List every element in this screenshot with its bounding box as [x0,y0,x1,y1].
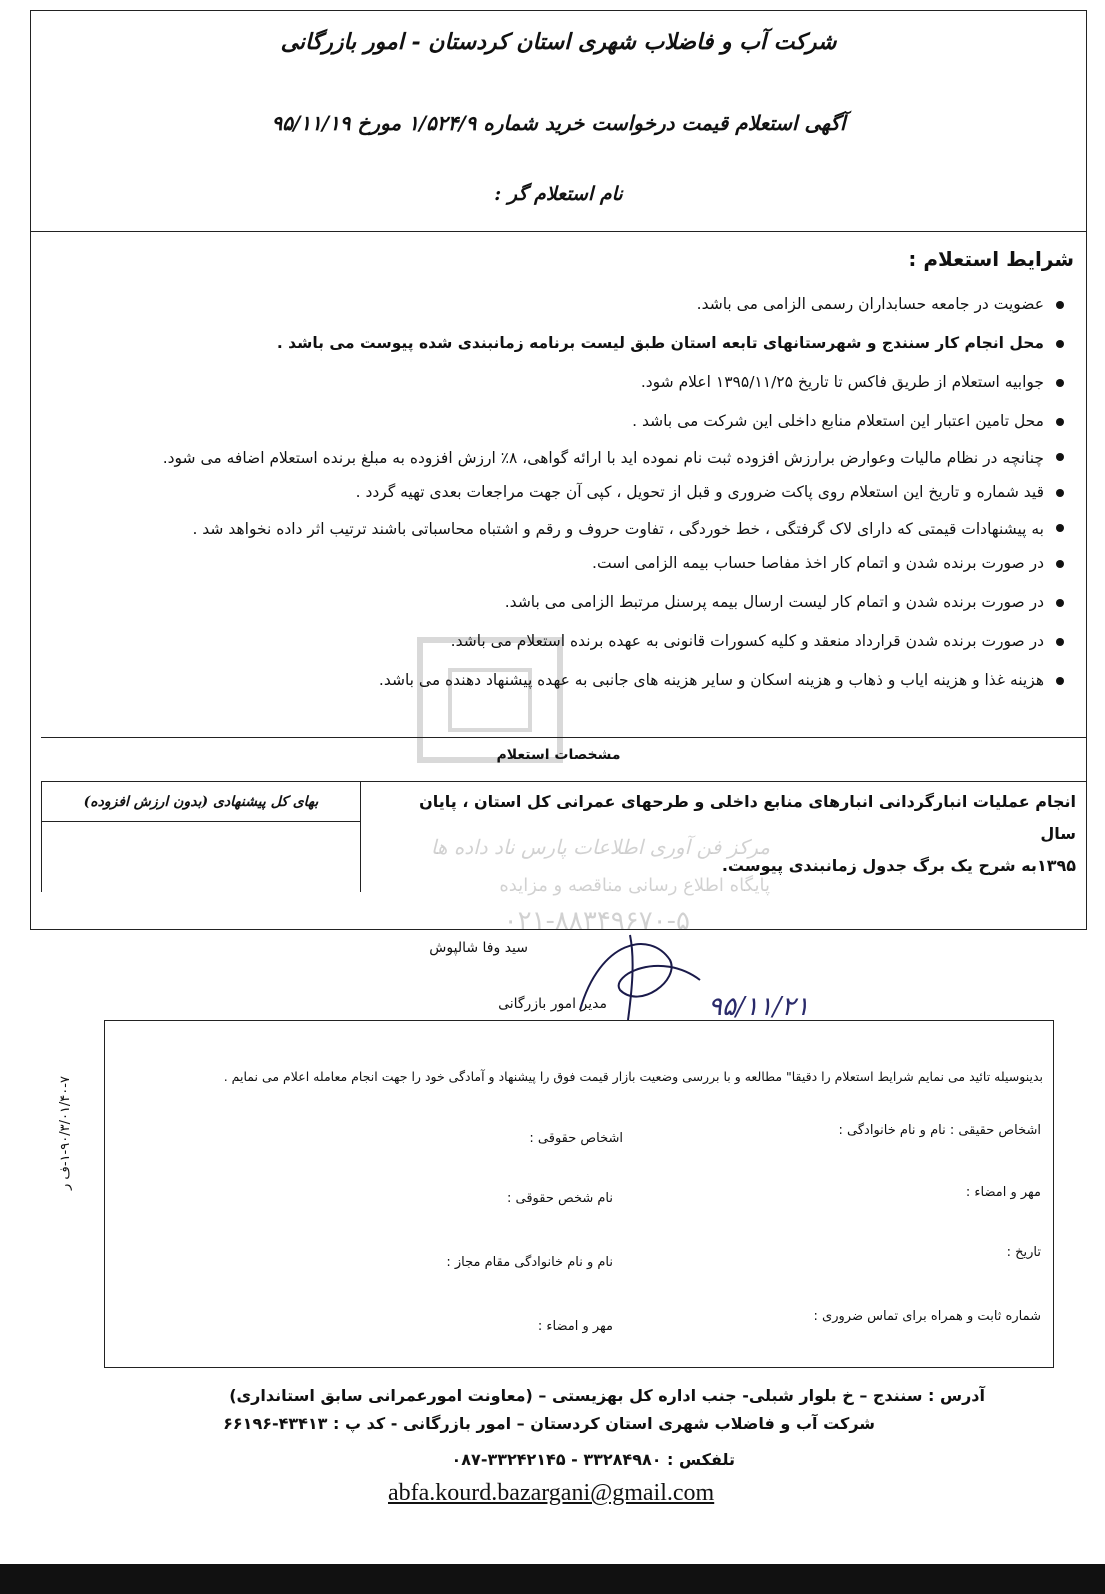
side-code: ۱-۹۰/۳/۰۱/۴۰-۷-ف ر [58,1076,73,1190]
signature-icon [560,920,720,1030]
footer-address: آدرس : سنندج – خ بلوار شبلی- جنب اداره کل بهزیستی – (معاونت امورعمرانی سابق استانداری) [229,1386,985,1405]
specs-title: مشخصات استعلام [496,747,621,763]
condition-item: محل انجام کار سنندج و شهرستانهای تابعه استان طبق لیست برنامه زمانبندی شده پیوست می باشد . [38,324,1068,363]
specs-description [386,782,1086,875]
specs-table [41,781,1086,932]
signature-date: ۹۵/۱۱/۲۱ [708,992,810,1022]
seal-sign-label-2: مهر و امضاء : [537,1319,613,1334]
condition-item: قید شماره و تاریخ این استعلام روی پاکت ضروری و قبل از تحویل ، کپی آن جهت مراجعات بعدی تهیه گردد . [38,473,1068,512]
condition-item: به پیشنهادات قیمتی که دارای لاک گرفتگی ، خط خوردگی ، تفاوت حروف و رقم و اشتباه محاسباتی باشند ترتیب اثر داده نخواهد شد . [38,512,1068,544]
price-header: بهای کل پیشنهادی (بدون ارزش افزوده) [41,782,361,822]
condition-item: عضویت در جامعه حسابداران رسمی الزامی می باشد. [38,285,1068,324]
watermark-line1: مرکز فن آوری اطلاعات پارس ناد داده ها [430,835,770,859]
footer-fax: تلفکس : ۳۳۲۸۴۹۸۰ - ۳۳۲۴۲۱۴۵-۰۸۷ [451,1450,735,1469]
signer-role: مدیر امور بازرگانی [498,996,607,1012]
condition-item: در صورت برنده شدن و اتمام کار اخذ مفاصا حساب بیمه الزامی است. [38,544,1068,583]
specs-description-line1: انجام عملیات انبارگردانی انبارهای منابع داخلی و طرحهای عمرانی کل استان ، پایان سال [419,792,1076,843]
footer-company: شرکت آب و فاضلاب شهری استان کردستان – امور بازرگانی - کد پ : ۴۳۴۱۳-۶۶۱۹۶ [223,1414,875,1433]
legal-name-label: نام شخص حقوقی : [507,1191,613,1206]
inquiry-frame [30,10,1087,930]
footer-email-link[interactable]: abfa.kourd.bazargani@gmail.com [388,1480,715,1506]
legal-person-label: اشخاص حقوقی : [529,1131,623,1146]
condition-item: محل تامین اعتبار این استعلام منابع داخلی این شرکت می باشد . [38,402,1068,441]
signer-name: سید وفا شالپوش [429,940,528,956]
header-divider [31,231,1086,232]
confirmation-statement: بدینوسیله تائید می نمایم شرایط استعلام را دقیقا" مطالعه و با بررسی وضعیت بازار قیمت فوق را پیشنهاد و آمادگی خود را جهت انجام معامله اعلام می نمایم . [223,1069,1043,1084]
seal-sign-label: مهر و امضاء : [965,1185,1041,1200]
inquiry-title: آگهی استعلام قیمت درخواست خرید شماره ۱/۵۲۴/۹ مورخ ۹۵/۱۱/۱۹ [271,111,846,135]
condition-item: در صورت برنده شدن قرارداد منعقد و کلیه کسورات قانونی به عهده برنده استعلام می باشد. [38,622,1068,661]
bottom-bar [0,1564,1105,1594]
date-label: تاریخ : [1006,1245,1041,1260]
condition-item: هزینه غذا و هزینه ایاب و ذهاب و هزینه اسکان و سایر هزینه های جانبی به عهده پیشنهاد دهنده می باشد. [38,661,1068,700]
natural-person-label: اشخاص حقیقی : نام و نام خانوادگی : [838,1123,1041,1138]
watermark-line2: پایگاه اطلاع رسانی مناقصه و مزایده [499,875,770,896]
company-title: شرکت آب و فاضلاب شهری استان کردستان - امور بازرگانی [280,29,837,55]
specs-description-line2: ۱۳۹۵به شرح یک برگ جدول زمانبندی پیوست. [721,856,1076,875]
confirmation-box [104,1020,1054,1368]
price-cell [41,822,361,892]
inquirer-label: نام استعلام گر : [494,183,623,205]
watermark-line3: ۰۲۱-۸۸۳۴۹۶۷۰-۵ [503,906,690,936]
specs-divider [41,737,1086,738]
conditions-title: شرایط استعلام : [908,247,1074,271]
phone-label: شماره ثابت و همراه برای تماس ضروری : [813,1309,1041,1324]
condition-item: جوابیه استعلام از طریق فاکس تا تاریخ ۱۳۹۵/۱۱/۲۵ اعلام شود. [38,363,1068,402]
conditions-list [38,285,1068,700]
authorized-name-label: نام و نام خانوادگی مقام مجاز : [446,1255,613,1270]
condition-item: در صورت برنده شدن و اتمام کار لیست ارسال بیمه پرسنل مرتبط الزامی می باشد. [38,583,1068,622]
condition-item: چنانچه در نظام مالیات وعوارض برارزش افزوده ثبت نام نموده اید با ارائه گواهی، ۸٪ ارزش افزوده به مبلغ برنده استعلام اضافه می شود. [38,441,1068,473]
